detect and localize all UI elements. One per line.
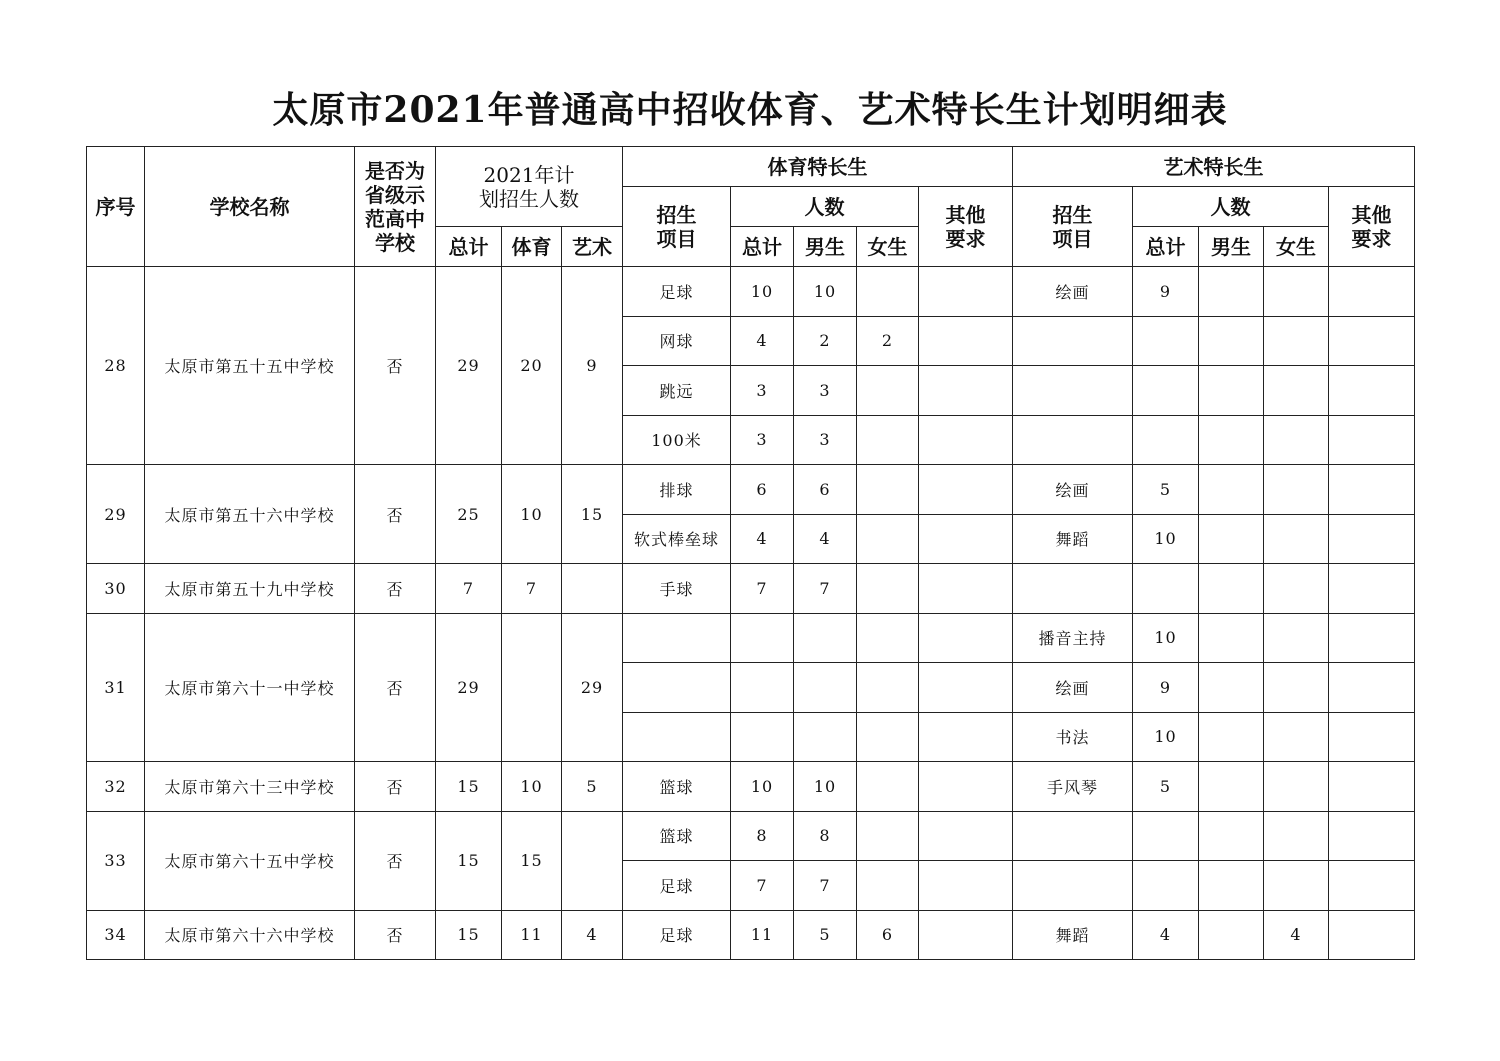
sports-item-cell: 排球 xyxy=(623,465,731,515)
arts-item-cell xyxy=(1013,316,1133,366)
demo-cell: 否 xyxy=(355,910,436,960)
arts-total-cell: 10 xyxy=(1133,712,1199,762)
sports-item-cell: 篮球 xyxy=(623,811,731,861)
sports-total-cell: 6 xyxy=(731,465,794,515)
sports-female-cell xyxy=(857,613,919,663)
sports-female-cell xyxy=(857,811,919,861)
header-sports-female: 女生 xyxy=(857,227,919,267)
demo-cell: 否 xyxy=(355,613,436,762)
arts-other-cell xyxy=(1329,861,1415,911)
plan-sports-cell: 10 xyxy=(502,762,562,812)
arts-total-cell xyxy=(1133,564,1199,614)
sports-item-cell: 手球 xyxy=(623,564,731,614)
header-sports-other: 其他要求 xyxy=(919,187,1013,267)
arts-female-cell xyxy=(1264,514,1329,564)
plan-arts-cell: 5 xyxy=(562,762,623,812)
header-sports-total: 总计 xyxy=(731,227,794,267)
plan-table xyxy=(86,146,1415,960)
sports-item-cell xyxy=(623,613,731,663)
sports-total-cell: 7 xyxy=(731,564,794,614)
plan-sports-cell: 10 xyxy=(502,465,562,564)
arts-female-cell xyxy=(1264,861,1329,911)
arts-item-cell: 书法 xyxy=(1013,712,1133,762)
table-row xyxy=(87,811,1415,861)
sports-other-cell xyxy=(919,415,1013,465)
header-sports-item: 招生项目 xyxy=(623,187,731,267)
arts-other-cell xyxy=(1329,514,1415,564)
header-arts-total: 总计 xyxy=(1133,227,1199,267)
arts-item-cell: 绘画 xyxy=(1013,663,1133,713)
sports-item-cell xyxy=(623,712,731,762)
sports-item-cell: 篮球 xyxy=(623,762,731,812)
arts-total-cell: 10 xyxy=(1133,514,1199,564)
arts-male-cell xyxy=(1199,267,1264,317)
sports-male-cell: 2 xyxy=(794,316,857,366)
arts-male-cell xyxy=(1199,564,1264,614)
plan-total-cell: 7 xyxy=(436,564,502,614)
plan-arts-cell: 15 xyxy=(562,465,623,564)
arts-male-cell xyxy=(1199,465,1264,515)
header-demo: 是否为省级示范高中学校 xyxy=(355,147,436,267)
sports-female-cell xyxy=(857,663,919,713)
arts-total-cell: 9 xyxy=(1133,267,1199,317)
arts-other-cell xyxy=(1329,366,1415,416)
arts-female-cell xyxy=(1264,762,1329,812)
sports-other-cell xyxy=(919,712,1013,762)
table-row xyxy=(87,910,1415,960)
sports-item-cell: 足球 xyxy=(623,267,731,317)
seq-cell: 34 xyxy=(87,910,145,960)
school-cell: 太原市第六十六中学校 xyxy=(145,910,355,960)
sports-total-cell xyxy=(731,712,794,762)
arts-item-cell: 舞蹈 xyxy=(1013,514,1133,564)
sports-female-cell xyxy=(857,712,919,762)
plan-arts-cell xyxy=(562,564,623,614)
arts-item-cell xyxy=(1013,564,1133,614)
sports-male-cell: 6 xyxy=(794,465,857,515)
sports-female-cell xyxy=(857,861,919,911)
plan-total-cell: 15 xyxy=(436,910,502,960)
sports-male-cell: 4 xyxy=(794,514,857,564)
arts-female-cell xyxy=(1264,613,1329,663)
school-cell: 太原市第五十六中学校 xyxy=(145,465,355,564)
demo-cell: 否 xyxy=(355,564,436,614)
school-cell: 太原市第六十三中学校 xyxy=(145,762,355,812)
sports-female-cell xyxy=(857,564,919,614)
sports-item-cell: 软式棒垒球 xyxy=(623,514,731,564)
plan-table-body xyxy=(87,267,1415,960)
page-title: 太原市2021年普通高中招收体育、艺术特长生计划明细表 xyxy=(272,89,1228,131)
arts-other-cell xyxy=(1329,910,1415,960)
sports-total-cell: 7 xyxy=(731,861,794,911)
sports-female-cell xyxy=(857,514,919,564)
seq-cell: 30 xyxy=(87,564,145,614)
arts-male-cell xyxy=(1199,861,1264,911)
table-row xyxy=(87,762,1415,812)
arts-total-cell: 4 xyxy=(1133,910,1199,960)
table-row xyxy=(87,564,1415,614)
sports-female-cell xyxy=(857,366,919,416)
plan-sports-cell: 7 xyxy=(502,564,562,614)
arts-other-cell xyxy=(1329,564,1415,614)
arts-male-cell xyxy=(1199,514,1264,564)
arts-item-cell: 播音主持 xyxy=(1013,613,1133,663)
arts-total-cell: 10 xyxy=(1133,613,1199,663)
arts-other-cell xyxy=(1329,712,1415,762)
arts-female-cell xyxy=(1264,267,1329,317)
school-cell: 太原市第六十五中学校 xyxy=(145,811,355,910)
plan-arts-cell: 9 xyxy=(562,267,623,465)
sports-item-cell: 足球 xyxy=(623,910,731,960)
arts-other-cell xyxy=(1329,415,1415,465)
sports-male-cell: 5 xyxy=(794,910,857,960)
sports-other-cell xyxy=(919,366,1013,416)
header-arts-count: 人数 xyxy=(1133,187,1329,227)
sports-other-cell xyxy=(919,910,1013,960)
arts-male-cell xyxy=(1199,663,1264,713)
sports-other-cell xyxy=(919,811,1013,861)
plan-sports-cell: 15 xyxy=(502,811,562,910)
arts-item-cell: 绘画 xyxy=(1013,465,1133,515)
arts-total-cell xyxy=(1133,861,1199,911)
arts-item-cell: 舞蹈 xyxy=(1013,910,1133,960)
demo-cell: 否 xyxy=(355,811,436,910)
sports-other-cell xyxy=(919,316,1013,366)
plan-arts-cell xyxy=(562,811,623,910)
sports-female-cell xyxy=(857,465,919,515)
arts-female-cell xyxy=(1264,712,1329,762)
arts-other-cell xyxy=(1329,613,1415,663)
sports-total-cell xyxy=(731,663,794,713)
demo-cell: 否 xyxy=(355,465,436,564)
plan-sports-cell: 11 xyxy=(502,910,562,960)
arts-female-cell xyxy=(1264,811,1329,861)
table-row xyxy=(87,613,1415,663)
arts-male-cell xyxy=(1199,762,1264,812)
sports-other-cell xyxy=(919,663,1013,713)
sports-male-cell: 10 xyxy=(794,267,857,317)
arts-female-cell xyxy=(1264,415,1329,465)
arts-item-cell xyxy=(1013,861,1133,911)
sports-other-cell xyxy=(919,564,1013,614)
arts-male-cell xyxy=(1199,415,1264,465)
arts-total-cell xyxy=(1133,366,1199,416)
sports-male-cell xyxy=(794,613,857,663)
sports-male-cell: 3 xyxy=(794,415,857,465)
header-plan-sports: 体育 xyxy=(502,227,562,267)
sports-total-cell: 11 xyxy=(731,910,794,960)
arts-male-cell xyxy=(1199,316,1264,366)
sports-male-cell: 7 xyxy=(794,861,857,911)
sports-total-cell: 8 xyxy=(731,811,794,861)
arts-item-cell: 手风琴 xyxy=(1013,762,1133,812)
header-seq: 序号 xyxy=(87,147,145,267)
sports-female-cell xyxy=(857,267,919,317)
sports-male-cell: 7 xyxy=(794,564,857,614)
school-cell: 太原市第六十一中学校 xyxy=(145,613,355,762)
arts-female-cell xyxy=(1264,663,1329,713)
arts-other-cell xyxy=(1329,316,1415,366)
header-plan: 2021年计划招生人数 xyxy=(436,147,623,227)
sports-item-cell xyxy=(623,663,731,713)
school-cell: 太原市第五十五中学校 xyxy=(145,267,355,465)
plan-sports-cell xyxy=(502,613,562,762)
arts-total-cell xyxy=(1133,415,1199,465)
arts-item-cell xyxy=(1013,811,1133,861)
demo-cell: 否 xyxy=(355,762,436,812)
sports-total-cell: 4 xyxy=(731,514,794,564)
seq-cell: 28 xyxy=(87,267,145,465)
sports-female-cell: 6 xyxy=(857,910,919,960)
seq-cell: 33 xyxy=(87,811,145,910)
sports-male-cell xyxy=(794,663,857,713)
sports-other-cell xyxy=(919,465,1013,515)
plan-total-cell: 15 xyxy=(436,811,502,910)
header-sports-group: 体育特长生 xyxy=(623,147,1013,187)
sports-total-cell: 4 xyxy=(731,316,794,366)
header-school: 学校名称 xyxy=(145,147,355,267)
table-row xyxy=(87,465,1415,515)
arts-female-cell xyxy=(1264,366,1329,416)
plan-total-cell: 25 xyxy=(436,465,502,564)
header-arts-item: 招生项目 xyxy=(1013,187,1133,267)
arts-other-cell xyxy=(1329,663,1415,713)
header-plan-arts: 艺术 xyxy=(562,227,623,267)
sports-total-cell: 3 xyxy=(731,366,794,416)
sports-other-cell xyxy=(919,514,1013,564)
sports-male-cell: 8 xyxy=(794,811,857,861)
sports-item-cell: 100米 xyxy=(623,415,731,465)
arts-other-cell xyxy=(1329,267,1415,317)
arts-male-cell xyxy=(1199,613,1264,663)
arts-other-cell xyxy=(1329,465,1415,515)
sports-other-cell xyxy=(919,613,1013,663)
sports-male-cell xyxy=(794,712,857,762)
arts-female-cell: 4 xyxy=(1264,910,1329,960)
header-arts-other: 其他要求 xyxy=(1329,187,1415,267)
plan-arts-cell: 4 xyxy=(562,910,623,960)
plan-total-cell: 29 xyxy=(436,267,502,465)
arts-total-cell: 5 xyxy=(1133,465,1199,515)
arts-total-cell: 5 xyxy=(1133,762,1199,812)
demo-cell: 否 xyxy=(355,267,436,465)
sports-other-cell xyxy=(919,861,1013,911)
sports-total-cell: 10 xyxy=(731,267,794,317)
plan-sports-cell: 20 xyxy=(502,267,562,465)
header-arts-male: 男生 xyxy=(1199,227,1264,267)
arts-other-cell xyxy=(1329,811,1415,861)
arts-total-cell xyxy=(1133,316,1199,366)
table-row xyxy=(87,267,1415,317)
arts-male-cell xyxy=(1199,910,1264,960)
sports-total-cell xyxy=(731,613,794,663)
sports-male-cell: 10 xyxy=(794,762,857,812)
sports-total-cell: 10 xyxy=(731,762,794,812)
header-arts-female: 女生 xyxy=(1264,227,1329,267)
sports-item-cell: 跳远 xyxy=(623,366,731,416)
sports-female-cell xyxy=(857,762,919,812)
arts-female-cell xyxy=(1264,316,1329,366)
plan-total-cell: 29 xyxy=(436,613,502,762)
arts-item-cell xyxy=(1013,415,1133,465)
arts-item-cell: 绘画 xyxy=(1013,267,1133,317)
sports-female-cell xyxy=(857,415,919,465)
arts-male-cell xyxy=(1199,366,1264,416)
arts-other-cell xyxy=(1329,762,1415,812)
header-sports-male: 男生 xyxy=(794,227,857,267)
plan-arts-cell: 29 xyxy=(562,613,623,762)
header-sports-count: 人数 xyxy=(731,187,919,227)
sports-item-cell: 足球 xyxy=(623,861,731,911)
arts-item-cell xyxy=(1013,366,1133,416)
sports-female-cell: 2 xyxy=(857,316,919,366)
school-cell: 太原市第五十九中学校 xyxy=(145,564,355,614)
plan-total-cell: 15 xyxy=(436,762,502,812)
sports-total-cell: 3 xyxy=(731,415,794,465)
seq-cell: 29 xyxy=(87,465,145,564)
sports-other-cell xyxy=(919,267,1013,317)
sports-other-cell xyxy=(919,762,1013,812)
sports-item-cell: 网球 xyxy=(623,316,731,366)
arts-female-cell xyxy=(1264,465,1329,515)
header-plan-total: 总计 xyxy=(436,227,502,267)
sports-male-cell: 3 xyxy=(794,366,857,416)
arts-female-cell xyxy=(1264,564,1329,614)
arts-male-cell xyxy=(1199,811,1264,861)
arts-total-cell: 9 xyxy=(1133,663,1199,713)
seq-cell: 31 xyxy=(87,613,145,762)
arts-male-cell xyxy=(1199,712,1264,762)
header-arts-group: 艺术特长生 xyxy=(1013,147,1415,187)
arts-total-cell xyxy=(1133,811,1199,861)
seq-cell: 32 xyxy=(87,762,145,812)
